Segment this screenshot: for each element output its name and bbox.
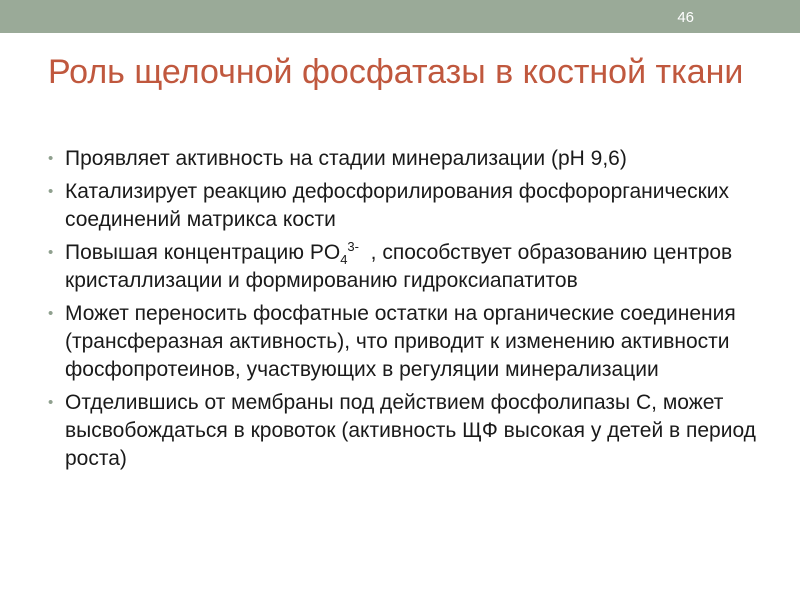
bullet-item: [48, 145, 768, 173]
superscript-text: 3-: [347, 239, 359, 254]
bullet-text: Отделившись от мембраны под действием фосфолипазы С, может высвобождаться в кровоток (активность ЩФ высокая у детей в период роста): [65, 391, 756, 470]
subscript-text: 4: [340, 252, 348, 268]
bullet-dot-icon: •: [48, 183, 54, 200]
bullet-list: [48, 145, 768, 478]
bullet-text-post: , способствует образованию центров кристаллизации и формированию гидроксиапатитов: [65, 241, 739, 292]
bullet-text: Катализирует реакцию дефосфорилирования фосфорорганических соединений матрикса кости: [65, 180, 729, 231]
bullet-text: Может переносить фосфатные остатки на органические соединения (трансферазная активность), что приводит к изменению активности фосфопротеинов, участвующих в регуляции минерализации: [65, 302, 736, 381]
slide-title: Роль щелочной фосфатазы в костной ткани: [48, 53, 744, 91]
bullet-text: Проявляет активность на стадии минерализации (pH 9,6): [65, 147, 627, 170]
bullet-dot-icon: •: [48, 150, 54, 167]
bullet-dot-icon: •: [48, 305, 54, 322]
bullet-dot-icon: •: [48, 394, 54, 411]
bullet-item: [48, 178, 768, 234]
bullet-item: [48, 389, 768, 473]
slide-number: 46: [677, 9, 694, 26]
header-bar: [0, 0, 800, 33]
bullet-text-pre: Повышая концентрацию PO: [65, 241, 341, 264]
bullet-item: [48, 239, 768, 295]
bullet-item: [48, 300, 768, 384]
bullet-dot-icon: •: [48, 244, 54, 261]
